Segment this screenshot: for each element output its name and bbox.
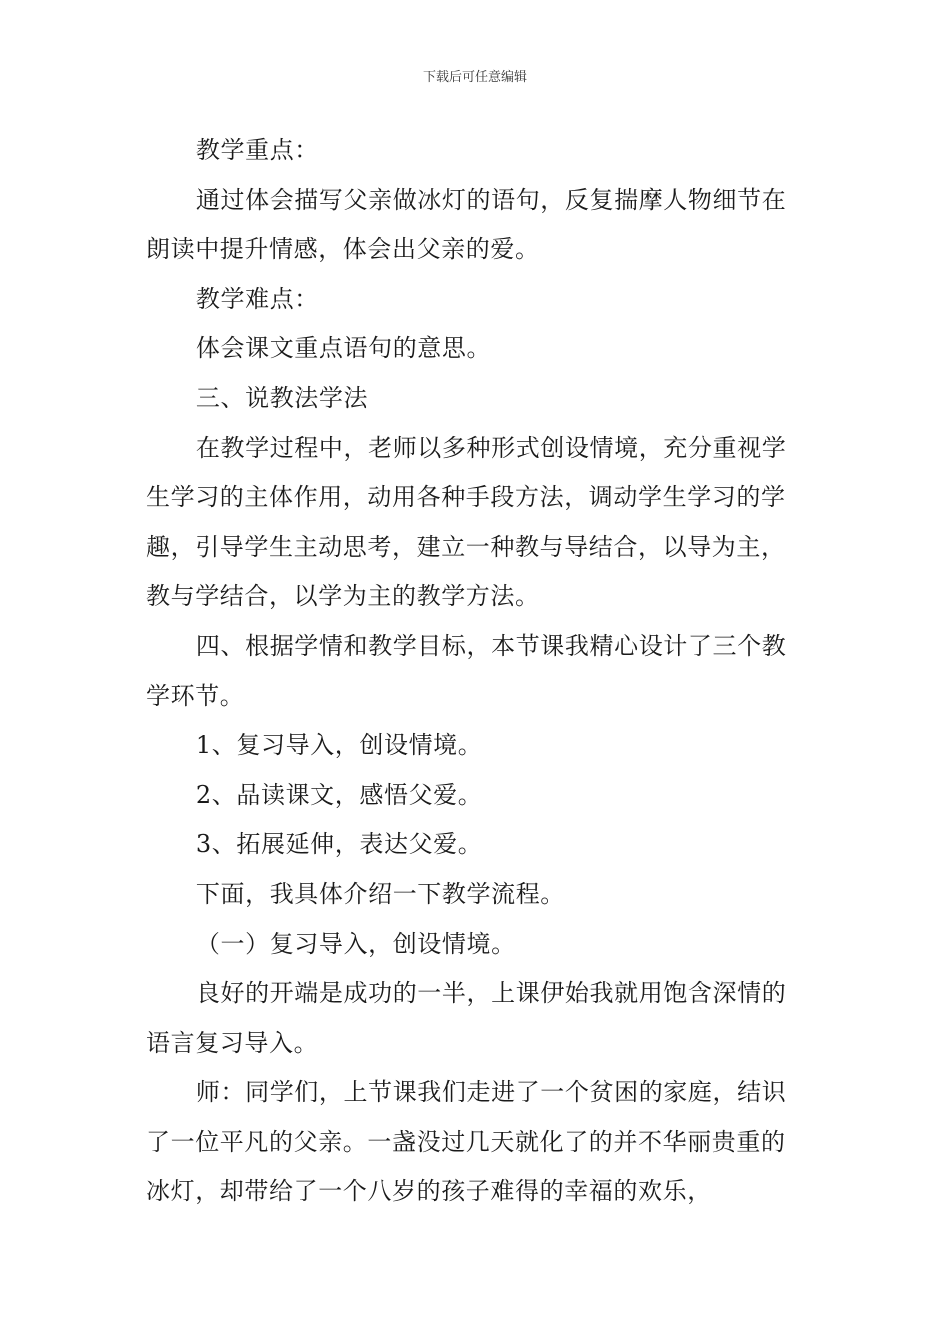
heading-teaching-difficulty: 教学难点： [195,284,319,313]
paragraph-good-start: 良好的开端是成功的一半，上课伊始我就用饱含深情的语言复习导入。 [146,979,787,1057]
document-body [146,126,806,1217]
page-header-note: 下载后可任意编辑 [422,70,527,85]
paragraph-teaching-methods: 在教学过程中，老师以多种形式创设情境，充分重视学生学习的主体作用，动用各种手段方法，调动学生学习的学趣，引导学生主动思考，建立一种教与导结合，以导为主，教与学结合，以学为主的教学方法。 [146,433,787,611]
paragraph-teaching-difficulty: 体会课文重点语句的意思。 [195,334,492,363]
heading-teaching-steps: 四、根据学情和教学目标，本节课我精心设计了三个教学环节。 [146,631,787,710]
paragraph-teacher-speech: 师：同学们，上节课我们走进了一个贫困的家庭，结识了一位平凡的父亲。一盏没过几天就化了的并不华丽贵重的冰灯，却带给了一个八岁的孩子难得的幸福的欢乐， [146,1078,787,1206]
heading-section-1: （一）复习导入，创设情境。 [195,929,516,958]
list-item-step-1: 1、复习导入，创设情境。 [195,731,483,760]
list-item-step-2: 2、品读课文，感悟父爱。 [195,780,483,809]
heading-teaching-methods: 三、说教法学法 [195,383,369,412]
heading-teaching-focus: 教学重点： [195,136,319,164]
paragraph-teaching-focus: 通过体会描写父亲做冰灯的语句，反复揣摩人物细节在朗读中提升情感，体会出父亲的爱。 [146,185,787,264]
list-item-step-3: 3、拓展延伸，表达父爱。 [195,830,483,859]
paragraph-intro-flow: 下面，我具体介绍一下教学流程。 [195,879,565,908]
